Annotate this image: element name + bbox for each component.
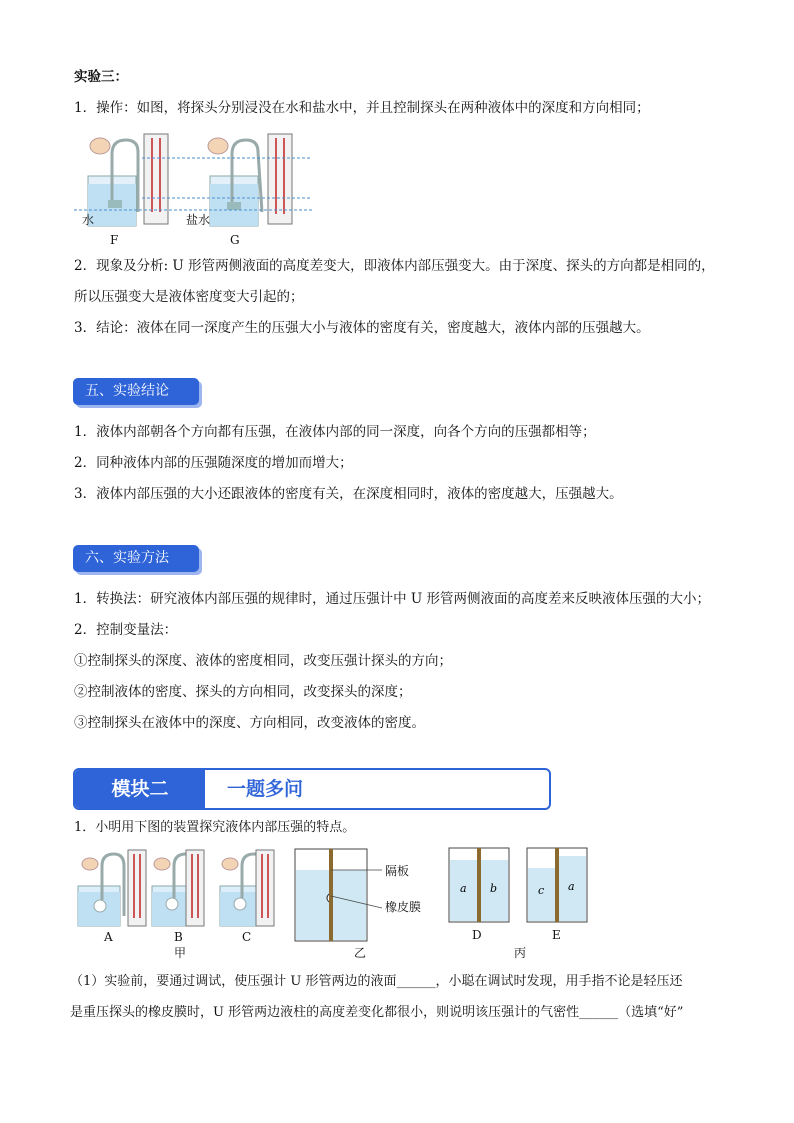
- method-item-1: 1．转换法：研究液体内部压强的规律时，通过压强计中 U 形管两侧液面的高度差来反映液体压强的大小；: [74, 591, 711, 607]
- label-f: F: [110, 233, 119, 247]
- exp3-operation: 1．操作：如图，将探头分别浸没在水和盐水中，并且控制探头在两种液体中的深度和方向相同；: [74, 100, 650, 116]
- label-liquid-a: a: [460, 882, 467, 895]
- label-a: A: [104, 930, 113, 944]
- label-bing: 丙: [514, 946, 527, 960]
- exp3-conclusion: 3．结论：液体在同一深度产生的压强大小与液体的密度有关，密度越大，液体内部的压强越大。: [74, 320, 650, 336]
- label-liquid-b: b: [490, 882, 498, 895]
- label-d: D: [472, 928, 482, 942]
- conclusion-item-2: 2．同种液体内部的压强随深度的增加而增大；: [74, 455, 353, 471]
- module-banner: [73, 768, 551, 810]
- setup-a: [78, 850, 146, 926]
- setup-b: [152, 850, 204, 926]
- container-e: [527, 848, 587, 922]
- section-6-title: 六、实验方法: [73, 545, 199, 572]
- exp3-phenomenon-2: 所以压强变大是液体密度变大引起的；: [74, 289, 304, 305]
- section-5-title: 五、实验结论: [73, 378, 199, 405]
- question-intro: 1．小明用下图的装置探究液体内部压强的特点。: [74, 820, 356, 835]
- question-1-line-2: 是重压探头的橡皮膜时，U 形管两边液柱的高度差变化都很小，则说明该压强计的气密性______（选填“好”: [70, 1005, 684, 1020]
- label-salt-water: 盐水: [186, 213, 211, 227]
- label-b: B: [174, 930, 183, 944]
- label-water: 水: [82, 213, 95, 227]
- module-topic: 一题多问: [227, 778, 304, 800]
- hand-g-icon: [208, 138, 228, 154]
- container-d: [449, 848, 509, 922]
- gauge-figure-jia: [72, 846, 282, 932]
- container-figure-yi: [294, 848, 384, 944]
- exp3-title: 实验三：: [74, 69, 128, 85]
- label-jia: 甲: [174, 946, 187, 960]
- label-partition: 隔板: [385, 864, 410, 878]
- setup-c: [220, 850, 274, 926]
- label-liquid-c: c: [538, 884, 545, 897]
- label-membrane: 橡皮膜: [385, 900, 422, 914]
- exp3-phenomenon-1: 2．现象及分析: U 形管两侧液面的高度差变大，即液体内部压强变大。由于深度、探头的方向都是相同的，: [74, 258, 715, 274]
- conclusion-item-1: 1．液体内部朝各个方向都有压强，在液体内部的同一深度，向各个方向的压强都相等；: [74, 424, 596, 440]
- method-item-2: 2．控制变量法：: [74, 622, 178, 638]
- label-liquid-a2: a: [568, 880, 575, 893]
- conclusion-item-3: 3．液体内部压强的大小还跟液体的密度有关，在深度相同时，液体的密度越大，压强越大。: [74, 486, 623, 502]
- container-figure-bing: [446, 846, 596, 926]
- question-1-line-1: （1）实验前，要通过调试，使压强计 U 形管两边的液面______，小聪在调试时发现，用手指不论是轻压还: [70, 974, 683, 989]
- label-c: C: [242, 930, 252, 944]
- beaker-g: [210, 176, 258, 226]
- method-item-5: ③控制探头在液体中的深度、方向相同，改变液体的密度。: [74, 715, 425, 731]
- module-label: 模块二: [75, 770, 205, 808]
- label-yi: 乙: [354, 946, 367, 960]
- method-item-4: ②控制液体的密度、探头的方向相同，改变探头的深度；: [74, 684, 412, 700]
- method-item-3: ①控制探头的深度、液体的密度相同，改变压强计探头的方向；: [74, 653, 452, 669]
- label-g: G: [230, 233, 240, 247]
- hand-f-icon: [90, 138, 110, 154]
- label-e: E: [552, 928, 561, 942]
